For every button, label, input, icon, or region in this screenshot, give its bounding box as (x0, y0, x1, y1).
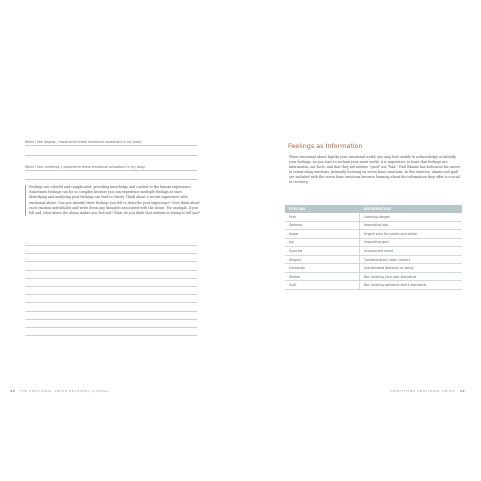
table-row (285, 230, 462, 239)
table-row (285, 264, 462, 273)
information-cell: Impending loss (360, 221, 463, 230)
table-row (285, 255, 462, 264)
right-page-number: 49 (459, 389, 466, 393)
table-row (285, 272, 462, 281)
table-row (285, 247, 462, 256)
feelings-table (285, 205, 462, 290)
intro-paragraph: When emotional abuse hijacks your emotional world, you may find unable to acknowledge or identify your feelings. As you start to reclaim your inner world, it is imperative to learn that feelings are information, not facts, and that they are neither "good" nor "bad." Paul Ekman has dedicated his career to researching emotions, primarily focusing on seven basic emotions. In this exercise, shame and guilt are included with the seven basic emotions because learning about the information they offer is crucial to recovery. (289, 155, 461, 185)
header-feeling: FEELING (285, 205, 360, 213)
disgust-prompt: When I feel disgust, I experience these emotional sensations in my body: (25, 140, 142, 144)
left-page (0, 0, 240, 481)
journal-writing-lines[interactable] (25, 245, 197, 343)
disgust-answer-line[interactable] (25, 145, 197, 146)
writing-line[interactable] (25, 311, 197, 312)
writing-line[interactable] (25, 261, 197, 262)
information-cell: Not meeting your own standards (360, 272, 463, 281)
left-page-number: 48 (10, 389, 16, 393)
writing-line[interactable] (25, 319, 197, 320)
writing-line[interactable] (25, 335, 197, 336)
feeling-cell: Sadness (285, 221, 360, 230)
writing-line[interactable] (25, 245, 197, 246)
feelings-essay-prompt: Feelings are colorful and complicated, providing knowledge and context to the human experience. Sometimes feelings can be so complex because you can experience multiple feelings at once. Identifying and analyzing your feelings can lead to clarity. Think about a recent experience with emotional abuse. Can you identify three feelings you felt to describe your experience? Now think about each emotion individually and write down any thoughts associated with the abuse. For example, if you felt sad, what about the abuse makes you feel sad? What do you think that sadness is trying to tell you? (25, 185, 201, 216)
information-cell: Substandard behavior or being (360, 264, 463, 273)
section-footer-title: IDENTIFYING EMOTIONAL ABUSE (390, 389, 456, 393)
writing-line[interactable] (25, 278, 197, 279)
feeling-cell: Contempt (285, 264, 360, 273)
feeling-cell: Joy (285, 238, 360, 247)
information-cell: Impending gain (360, 238, 463, 247)
feeling-cell: Shame (285, 272, 360, 281)
information-cell: Urgent plea for justice and action (360, 230, 463, 239)
writing-line[interactable] (25, 327, 197, 328)
contempt-answer-line-2[interactable] (25, 179, 197, 180)
contempt-answer-line[interactable] (25, 170, 197, 171)
table-row (285, 213, 462, 221)
feeling-cell: Fear (285, 213, 360, 221)
information-cell: Unexpected event (360, 247, 463, 256)
table-row (285, 238, 462, 247)
information-cell: Contamination, toxic contact (360, 255, 463, 264)
information-cell: Not meeting someone else's standards (360, 281, 463, 290)
information-cell: Looming danger (360, 213, 463, 221)
writing-line[interactable] (25, 286, 197, 287)
feeling-cell: Guilt (285, 281, 360, 290)
feeling-cell: Disgust (285, 255, 360, 264)
contempt-prompt: When I feel contempt, I experience these emotional sensations in my body: (25, 165, 146, 169)
section-title: Feelings as Information (288, 142, 363, 150)
header-information: INFORMATION (360, 205, 463, 213)
writing-line[interactable] (25, 294, 197, 295)
book-title: THE EMOTIONAL ABUSE RECOVERY JOURNAL (20, 389, 109, 393)
feeling-cell: Surprise (285, 247, 360, 256)
disgust-answer-line-2[interactable] (25, 155, 197, 156)
table-row (285, 281, 462, 290)
left-footer (10, 389, 109, 393)
writing-line[interactable] (25, 253, 197, 254)
table-header-row (285, 205, 462, 213)
table-row (285, 221, 462, 230)
writing-line[interactable] (25, 270, 197, 271)
right-footer (390, 389, 465, 393)
writing-line[interactable] (25, 302, 197, 303)
feeling-cell: Anger (285, 230, 360, 239)
